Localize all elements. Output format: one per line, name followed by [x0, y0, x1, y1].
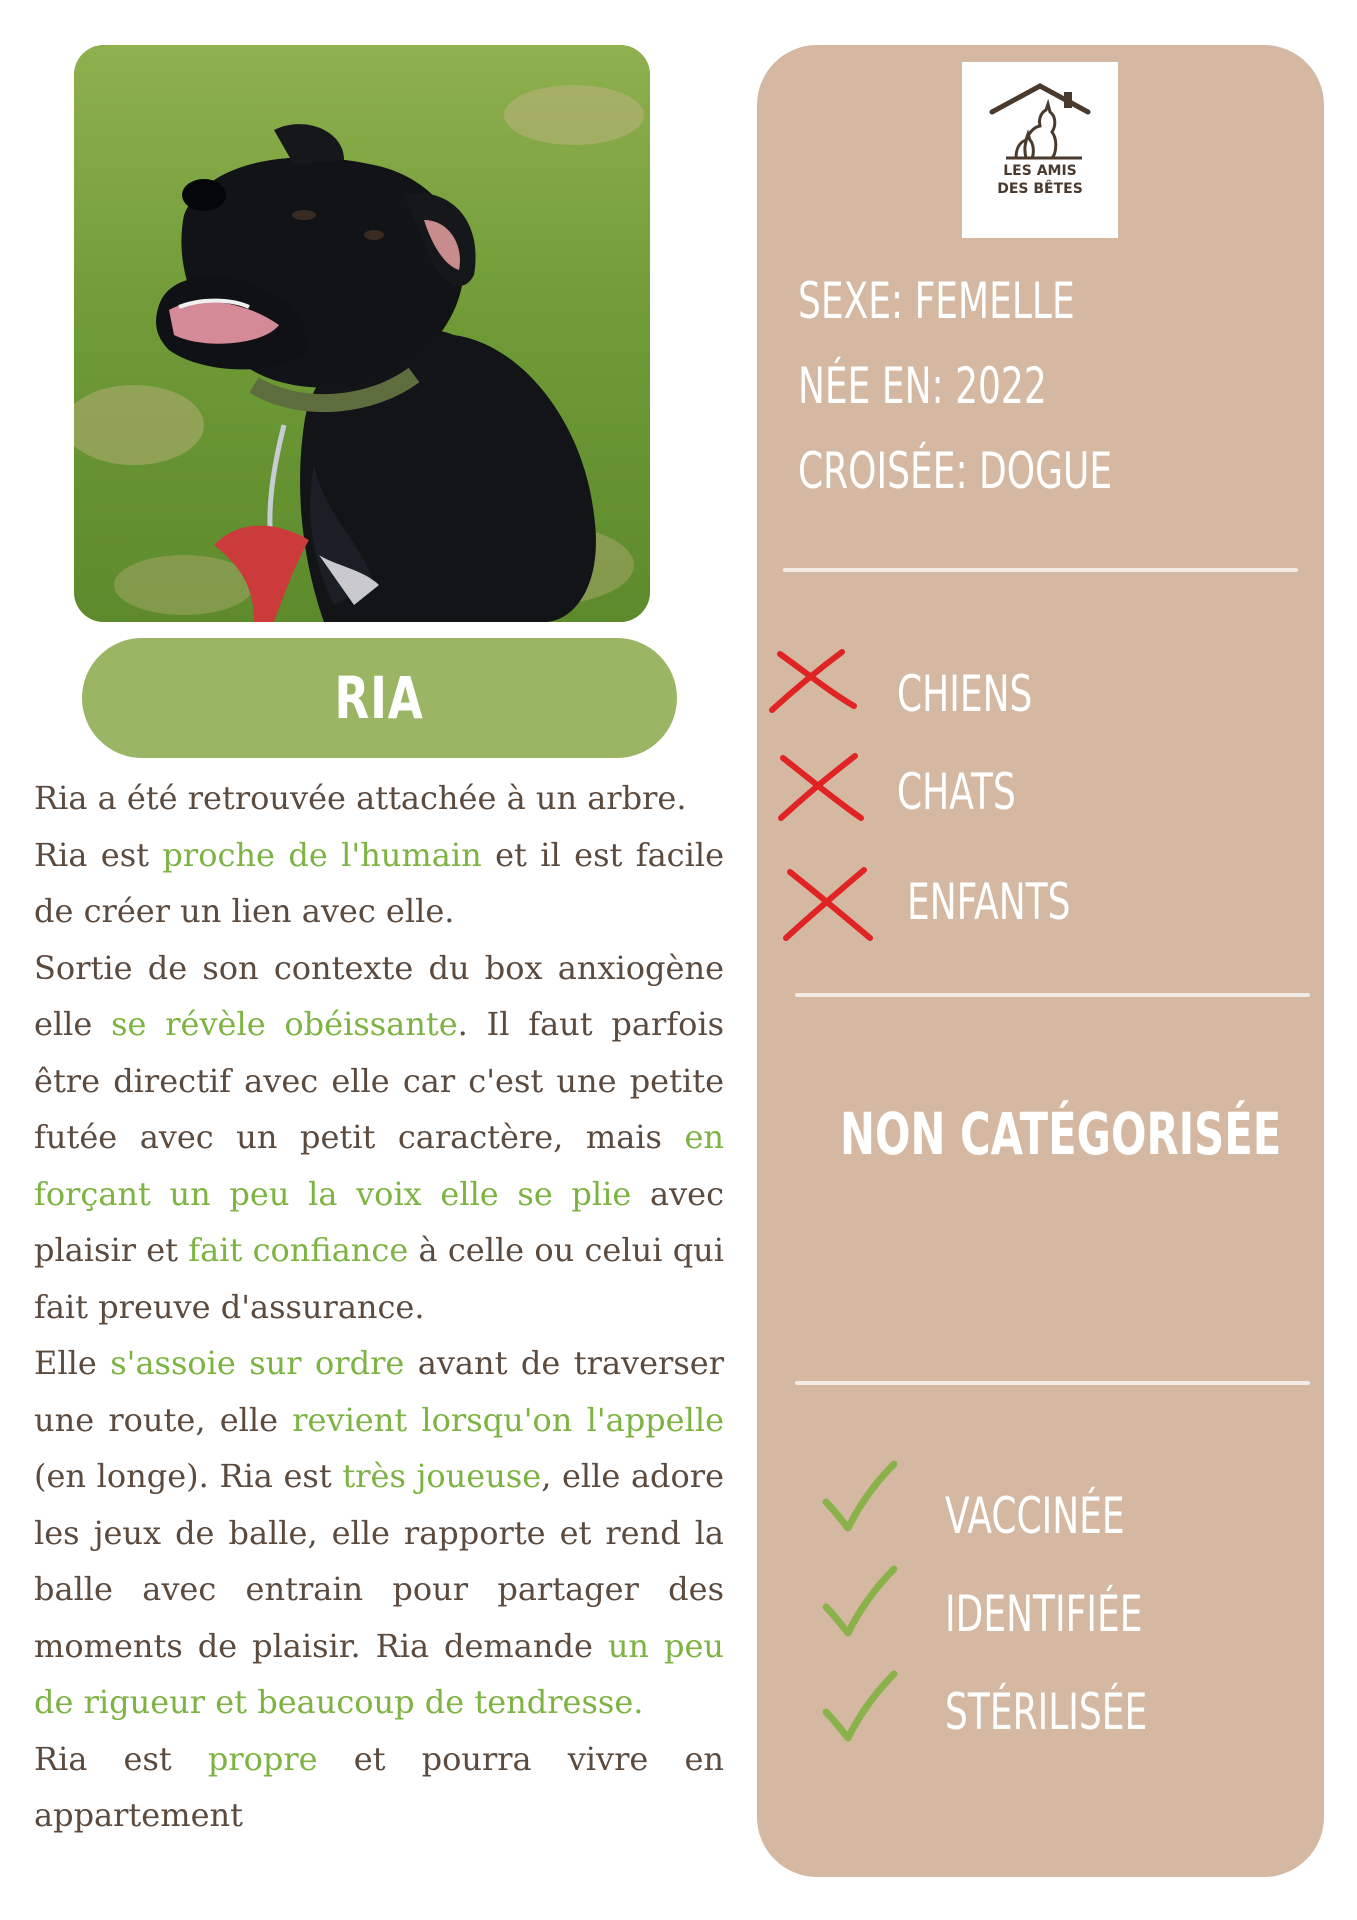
highlighted-text: s'assoie sur ordre	[110, 1344, 405, 1382]
health-identifiee: IDENTIFIÉE	[945, 1585, 1143, 1643]
text-segment: Ria est	[34, 835, 163, 874]
text-segment: Ria est	[34, 1739, 208, 1778]
highlighted-text: revient lorsqu'on l'appelle	[292, 1400, 725, 1439]
highlighted-text: fait confiance	[188, 1231, 409, 1269]
separator-1	[783, 568, 1298, 572]
description-paragraph	[34, 1335, 724, 1731]
description-paragraph	[34, 1731, 724, 1844]
text-segment: (en longe). Ria est	[34, 1457, 343, 1495]
check-icon-sterilisee	[822, 1670, 898, 1744]
highlighted-text: se révèle obéissante	[111, 1005, 458, 1043]
logo	[962, 62, 1118, 238]
description-paragraph	[34, 940, 724, 1336]
health-sterilisee: STÉRILISÉE	[945, 1683, 1148, 1741]
dog-name-banner	[82, 638, 677, 758]
logo-line2: DES BÊTES	[997, 181, 1083, 197]
logo-text	[962, 162, 1118, 198]
house-pets-icon	[986, 82, 1094, 162]
health-vaccinee: VACCINÉE	[945, 1487, 1125, 1545]
info-breed: CROISÉE: DOGUE	[798, 442, 1113, 500]
dog-photo-illustration	[74, 45, 650, 622]
check-icon-identifiee	[822, 1565, 898, 1639]
compat-chats: CHATS	[897, 763, 1016, 821]
cross-icon-chiens	[768, 648, 860, 714]
dog-category: NON CATÉGORISÉE	[840, 1100, 1282, 1168]
logo-line1: LES AMIS	[1003, 163, 1077, 179]
text-segment: et pourra vivre en appartement	[34, 1739, 724, 1834]
info-birth-year: NÉE EN: 2022	[798, 357, 1047, 415]
text-segment: avant de traverser une route, elle	[34, 1344, 724, 1439]
highlighted-text: en forçant un peu la voix elle se plie	[34, 1118, 724, 1213]
info-sexe: SEXE: FEMELLE	[798, 272, 1075, 330]
dog-description	[34, 770, 724, 1844]
text-segment: et il est facile de créer un lien avec elle.	[34, 835, 724, 930]
text-segment: Elle	[34, 1344, 111, 1382]
text-segment: Sortie de son contexte du box anxiogène elle	[34, 948, 724, 1043]
text-segment: avec plaisir et	[34, 1174, 725, 1269]
highlighted-text: un peu de rigueur et beaucoup de tendresse.	[34, 1626, 724, 1721]
highlighted-text: proche de l'humain	[162, 835, 482, 874]
dog-photo	[74, 45, 650, 622]
compat-enfants: ENFANTS	[907, 873, 1071, 931]
highlighted-text: propre	[207, 1739, 318, 1778]
separator-2	[795, 993, 1310, 997]
text-segment: à celle ou celui qui fait preuve d'assurance.	[34, 1231, 725, 1326]
compat-chiens: CHIENS	[897, 665, 1033, 723]
highlighted-text: très joueuse	[342, 1457, 542, 1495]
text-segment: Ria a été retrouvée attachée à un arbre.	[34, 779, 687, 817]
separator-3	[795, 1381, 1310, 1385]
text-segment: , elle adore les jeux de balle, elle rapporte et rend la balle avec entrain pour partager des moments de plaisir. Ria demande	[34, 1457, 725, 1665]
cross-icon-enfants	[780, 866, 876, 944]
dog-name: RIA	[334, 664, 425, 732]
cross-icon-chats	[775, 752, 867, 824]
text-segment: . Il faut parfois être directif avec elle car c'est une petite futée avec un petit caractère, mais	[34, 1005, 725, 1156]
description-paragraph	[34, 770, 724, 827]
check-icon-vaccinee	[822, 1460, 898, 1534]
description-paragraph	[34, 827, 724, 940]
